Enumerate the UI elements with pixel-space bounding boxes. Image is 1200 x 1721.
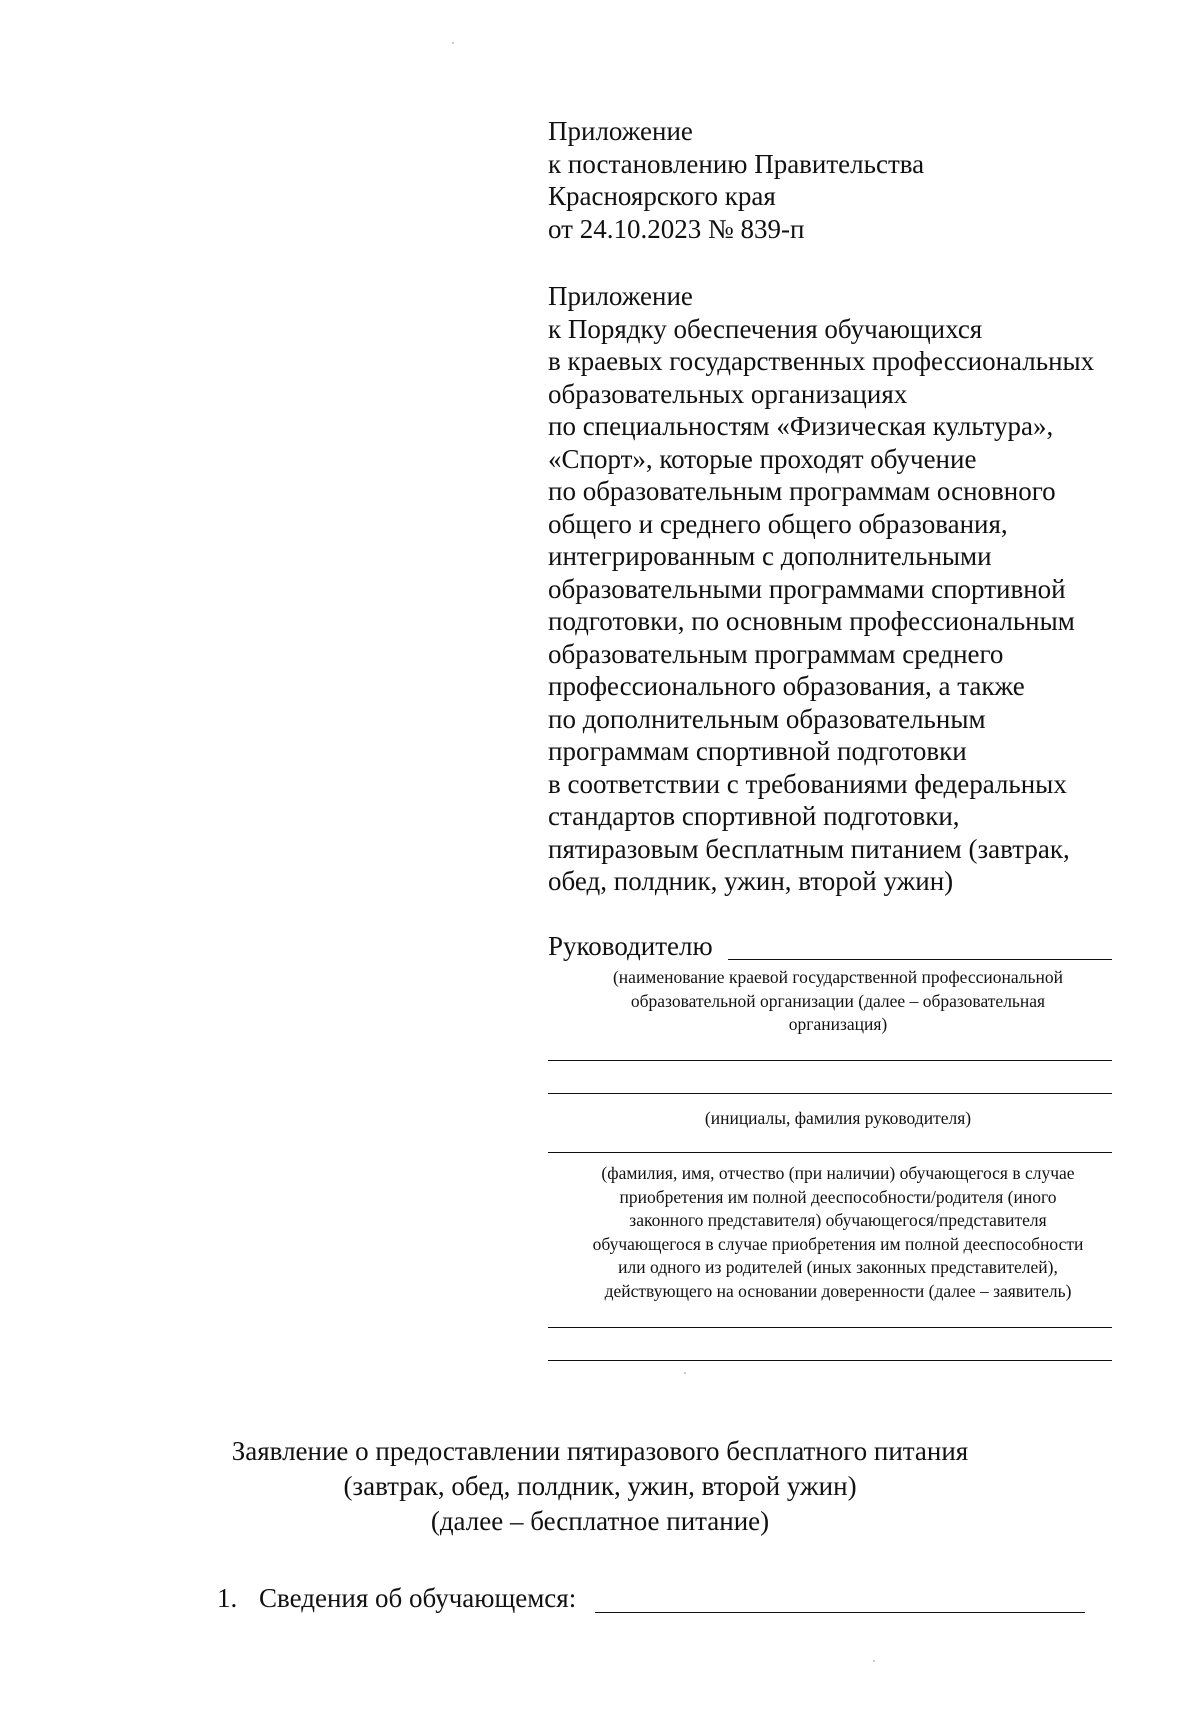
statement-title-line: (завтрак, обед, полдник, ужин, второй ужин) (343, 1471, 857, 1501)
head-org-field[interactable] (728, 959, 1112, 960)
applicant-hint-line: (фамилия, имя, отчество (при наличии) обучающегося в случае (601, 1163, 1075, 1183)
applicant-hint-line: законного представителя) обучающегося/представителя (629, 1210, 1047, 1230)
org-hint (548, 966, 1128, 1037)
appendix-procedure-line: образовательных организациях (548, 378, 908, 409)
org-hint-line: (наименование краевой государственной профессиональной (612, 967, 1063, 987)
applicant-hint-line: приобретения им полной дееспособности/родителя (иного (619, 1186, 1057, 1207)
head-name-field[interactable] (548, 1093, 1112, 1094)
appendix-procedure-line: к Порядку обеспечения обучающихся (548, 313, 983, 344)
applicant-hint (548, 1162, 1128, 1303)
org-hint-line: образовательной организации (далее – образовательная (630, 990, 1046, 1011)
applicant-hint-line: действующего на основании доверенности (далее – заявитель) (604, 1280, 1072, 1301)
applicant-hint-line: или одного из родителей (иных законных представителей), (618, 1257, 1058, 1277)
appendix-header-line: Приложение (548, 116, 693, 146)
item-label: Сведения об обучающемся: (259, 1583, 577, 1613)
appendix-procedure-line: программам спортивной подготовки (548, 736, 967, 766)
appendix-procedure-line: обед, полдник, ужин, второй ужин) (548, 866, 954, 896)
appendix-header-line: Красноярского края (548, 181, 776, 211)
scan-speck (684, 1372, 686, 1374)
appendix-procedure-line: «Спорт», которые проходят обучение (548, 443, 977, 474)
org-name-field[interactable] (548, 1060, 1112, 1061)
head-name-hint: (инициалы, фамилия руководителя) (704, 1108, 972, 1128)
appendix-procedure-line: профессионального образования, а также (548, 671, 1025, 701)
appendix-procedure-line: в соответствии с требованиями федеральных (548, 768, 1067, 799)
appendix-procedure-line: образовательным программам среднего (548, 638, 1004, 669)
applicant-contact-field[interactable] (548, 1360, 1112, 1361)
appendix-header (548, 115, 1128, 245)
scan-speck (452, 42, 454, 44)
head-label: Руководителю (548, 931, 713, 961)
applicant-address-field[interactable] (548, 1327, 1112, 1328)
appendix-procedure-line: по образовательным программам основного (548, 476, 1056, 506)
scan-speck (873, 1660, 875, 1662)
appendix-header-line: к постановлению Правительства (548, 148, 925, 179)
appendix-procedure (548, 280, 1128, 898)
student-info-field[interactable] (595, 1612, 1085, 1613)
appendix-procedure-line: Приложение (548, 281, 693, 311)
item-student-info (217, 1581, 576, 1615)
applicant-hint-line: обучающегося в случае приобретения им полной дееспособности (592, 1233, 1084, 1254)
appendix-procedure-line: образовательными программами спортивной (548, 573, 1066, 604)
appendix-procedure-line: в краевых государственных профессиональных (548, 346, 1095, 376)
applicant-name-field[interactable] (548, 1152, 1112, 1153)
org-hint-line: организация) (788, 1014, 888, 1034)
statement-title-line: Заявление о предоставлении пятиразового бесплатного питания (231, 1436, 969, 1466)
appendix-procedure-line: пятиразовым бесплатным питанием (завтрак, (548, 833, 1070, 864)
statement-title-line: (далее – бесплатное питание) (430, 1506, 770, 1536)
appendix-header-line: от 24.10.2023 № 839-п (548, 213, 805, 244)
item-number: 1. (217, 1583, 238, 1613)
appendix-procedure-line: по дополнительным образовательным (548, 703, 986, 734)
appendix-procedure-line: подготовки, по основным профессиональным (548, 606, 1075, 636)
appendix-procedure-line: стандартов спортивной подготовки, (548, 801, 960, 831)
appendix-procedure-line: по специальностям «Физическая культура», (548, 411, 1054, 441)
appendix-procedure-line: общего и среднего общего образования, (548, 508, 1008, 539)
appendix-procedure-line: интегрированным с дополнительными (548, 541, 992, 571)
